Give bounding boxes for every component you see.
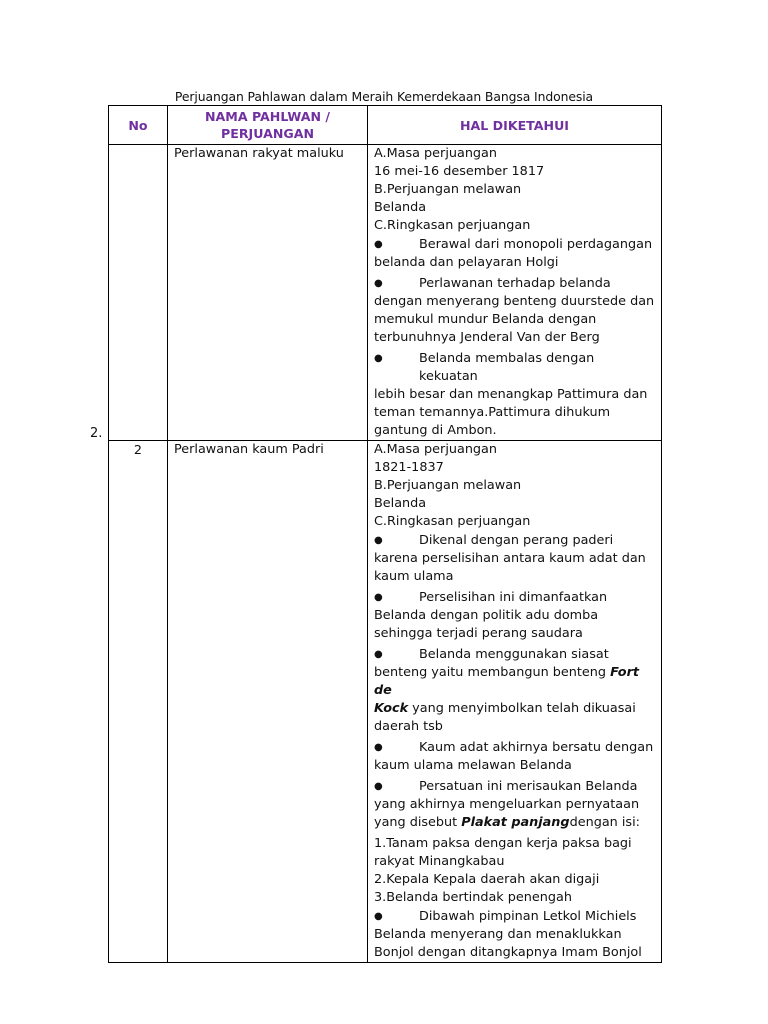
bullet-text: Berawal dari monopoli perdagangan <box>419 237 653 252</box>
bullet-text: karena perselisihan antara kaum adat dan <box>374 551 646 566</box>
bullet-text: gantung di Ambon. <box>374 423 497 438</box>
bullet-text-part: yang disebut <box>374 815 462 830</box>
table-header-row <box>109 106 662 145</box>
header-no: No <box>109 106 168 145</box>
header-name-line2: PERJUANGAN <box>221 126 314 141</box>
bullet-text: Persatuan ini merisaukan Belanda <box>419 779 638 794</box>
info-line: A.Masa perjuangan <box>374 442 498 457</box>
numbered-item: 1.Tanam paksa dengan kerja paksa bagi <box>374 836 632 851</box>
info-line: C.Ringkasan perjuangan <box>374 514 531 529</box>
bullet-text: kaum ulama melawan Belanda <box>374 758 572 773</box>
bullet-text: Belanda menyerang dan menaklukkan <box>374 927 622 942</box>
bullet-dot-icon: ● <box>374 911 383 922</box>
bullet-text: yang akhirnya mengeluarkan pernyataan <box>374 797 640 812</box>
bullet-item <box>374 739 657 775</box>
bullet-item <box>374 646 657 736</box>
bullet-text: belanda dan pelayaran Holgi <box>374 255 559 270</box>
document-title: Perjuangan Pahlawan dalam Meraih Kemerdekaan Bangsa Indonesia <box>174 89 594 104</box>
info-line: B.Perjuangan melawan <box>374 478 522 493</box>
numbered-list <box>374 835 657 907</box>
bullet-text: Perlawanan terhadap belanda <box>419 276 611 291</box>
row-info <box>368 441 662 963</box>
info-line: 1821-1837 <box>374 460 444 475</box>
bullet-text: Kaum adat akhirnya bersatu dengan <box>419 740 654 755</box>
bullet-text: lebih besar dan menangkap Pattimura dan <box>374 387 648 402</box>
bullet-text: kaum ulama <box>374 569 454 584</box>
info-line: C.Ringkasan perjuangan <box>374 218 531 233</box>
bullet-text: daerah tsb <box>374 719 443 734</box>
bullet-text: Dikenal dengan perang paderi <box>419 533 614 548</box>
bullet-text: Bonjol dengan ditangkapnya Imam Bonjol <box>374 945 642 960</box>
numbered-item: 3.Belanda bertindak penengah <box>374 890 572 905</box>
emphasis-text: Kock <box>374 701 409 716</box>
bullet-dot-icon: ● <box>374 592 383 603</box>
outer-list-number: 2. <box>90 426 103 441</box>
bullet-item <box>374 236 657 272</box>
bullet-text: Dibawah pimpinan Letkol Michiels <box>419 909 637 924</box>
bullet-item <box>374 275 657 347</box>
info-line: 16 mei-16 desember 1817 <box>374 164 545 179</box>
bullet-text: memukul mundur Belanda dengan <box>374 312 597 327</box>
bullet-text: Belanda membalas dengan kekuatan <box>419 351 595 384</box>
bullet-text-part: yang menyimbolkan telah dikuasai <box>408 701 636 716</box>
bullet-dot-icon: ● <box>374 278 383 289</box>
bullet-dot-icon: ● <box>374 742 383 753</box>
header-info: HAL DIKETAHUI <box>368 106 662 145</box>
bullet-text: dengan menyerang benteng duurstede dan <box>374 294 655 309</box>
info-line: A.Masa perjuangan <box>374 146 498 161</box>
bullet-item <box>374 589 657 643</box>
bullet-text <box>374 814 657 832</box>
numbered-item: 2.Kepala Kepala daerah akan digaji <box>374 872 600 887</box>
bullet-text <box>374 700 657 718</box>
bullet-dot-icon: ● <box>374 535 383 546</box>
bullet-text-part: dengan isi: <box>569 815 640 830</box>
table-row <box>109 441 662 963</box>
emphasis-text: Fort de <box>374 665 640 698</box>
row-name: Perlawanan rakyat maluku <box>168 145 368 441</box>
row-number <box>109 145 168 441</box>
bullet-item <box>374 350 657 440</box>
bullet-item <box>374 778 657 832</box>
bullet-item <box>374 908 657 962</box>
bullet-text-part: benteng yaitu membangun benteng <box>374 665 611 680</box>
emphasis-text: Plakat panjang <box>461 815 570 830</box>
bullet-text <box>374 664 657 700</box>
bullet-text: Belanda menggunakan siasat <box>419 647 609 662</box>
bullet-text: teman temannya.Pattimura dihukum <box>374 405 611 420</box>
numbered-item: rakyat Minangkabau <box>374 854 505 869</box>
bullet-text: Perselisihan ini dimanfaatkan <box>419 590 608 605</box>
info-line: Belanda <box>374 496 427 511</box>
bullet-text: sehingga terjadi perang saudara <box>374 626 583 641</box>
header-name <box>168 106 368 145</box>
bullet-dot-icon: ● <box>374 353 383 364</box>
info-line: B.Perjuangan melawan <box>374 182 522 197</box>
table-row <box>109 145 662 441</box>
bullet-dot-icon: ● <box>374 239 383 250</box>
bullet-item <box>374 532 657 586</box>
row-info <box>368 145 662 441</box>
bullet-text: Belanda dengan politik adu domba <box>374 608 599 623</box>
bullet-text: terbunuhnya Jenderal Van der Berg <box>374 330 600 345</box>
hero-table <box>108 105 662 963</box>
row-name: Perlawanan kaum Padri <box>168 441 368 963</box>
bullet-dot-icon: ● <box>374 649 383 660</box>
info-line: Belanda <box>374 200 427 215</box>
row-number: 2 <box>109 441 168 963</box>
header-name-line1: NAMA PAHLWAN / <box>205 109 330 124</box>
bullet-dot-icon: ● <box>374 781 383 792</box>
